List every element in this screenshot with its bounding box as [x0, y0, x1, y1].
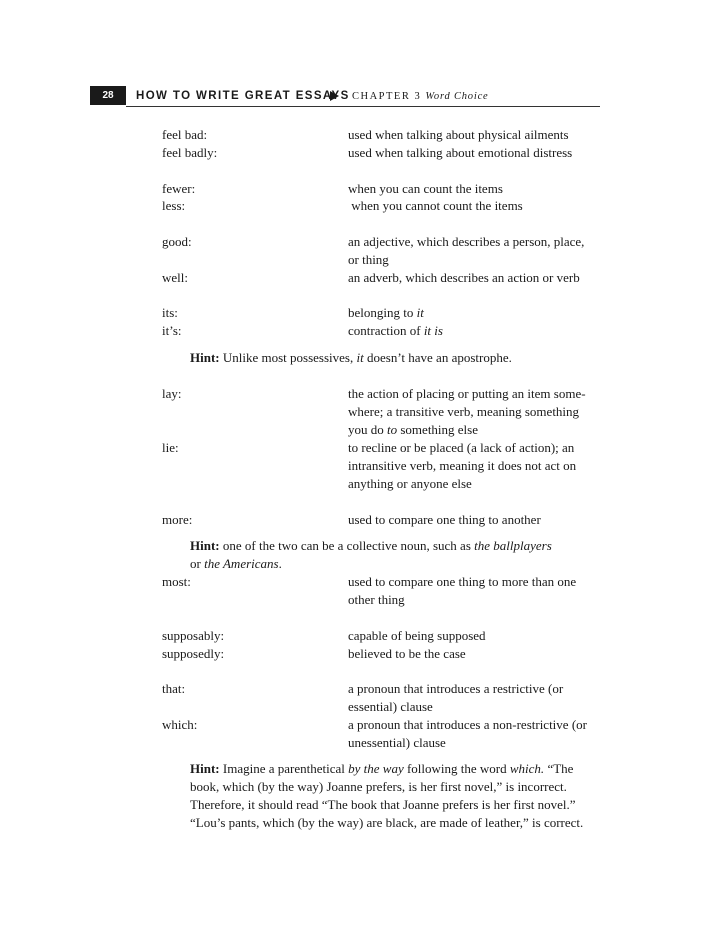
def-lie-line-1: to recline or be placed (a lack of action); an — [348, 440, 575, 455]
hint-which-line-3: Therefore, it should read “The book that Joanne prefers is her first novel.” — [190, 797, 576, 812]
book-title: HOW TO WRITE GREAT ESSAYS — [136, 90, 350, 102]
chapter-title: Word Choice — [425, 91, 489, 102]
page-number: 28 — [90, 86, 126, 105]
def-its: belonging to it — [348, 305, 424, 320]
def-good-line-1: an adjective, which describes a person, place, — [348, 234, 585, 249]
term-that: that: — [162, 681, 186, 696]
hint-which-line-4: “Lou’s pants, which (by the way) are black, are made of leather,” is correct. — [190, 815, 584, 830]
term-feel-badly: feel badly: — [162, 145, 218, 160]
def-lay-line-3: you do to something else — [348, 422, 479, 437]
def-lay-line-2: where; a transitive verb, meaning something — [348, 404, 580, 419]
hint-which-line-1: Hint: Imagine a parenthetical by the way following the word which. “The — [190, 761, 574, 776]
term-good: good: — [162, 234, 192, 249]
def-feel-bad: used when talking about physical ailments — [348, 127, 569, 142]
def-lie-line-2: intransitive verb, meaning it does not act on — [348, 458, 577, 473]
def-which-line-2: unessential) clause — [348, 735, 446, 750]
term-lie: lie: — [162, 440, 179, 455]
def-lie-line-3: anything or anyone else — [348, 476, 472, 491]
def-supposedly: believed to be the case — [348, 646, 466, 661]
term-well: well: — [162, 270, 188, 285]
def-that-line-2: essential) clause — [348, 699, 433, 714]
def-its-contraction: contraction of it is — [348, 323, 443, 338]
term-supposably: supposably: — [162, 628, 225, 643]
def-more: used to compare one thing to another — [348, 512, 541, 527]
def-most-line-1: used to compare one thing to more than one — [348, 574, 577, 589]
hint-its: Hint: Unlike most possessives, it doesn’t have an apostrophe. — [190, 350, 512, 365]
term-feel-bad: feel bad: — [162, 127, 208, 142]
def-most-line-2: other thing — [348, 592, 405, 607]
def-supposably: capable of being supposed — [348, 628, 486, 643]
header-rule — [126, 106, 600, 107]
term-less: less: — [162, 198, 186, 213]
term-its: its: — [162, 305, 178, 320]
hint-more-line-1: Hint: one of the two can be a collective noun, such as the ballplayers — [190, 538, 552, 553]
def-good-line-2: or thing — [348, 252, 389, 267]
def-lay-line-1: the action of placing or putting an item some- — [348, 386, 586, 401]
chapter-label: CHAPTER 3 — [352, 91, 422, 102]
term-fewer: fewer: — [162, 181, 196, 196]
term-lay: lay: — [162, 386, 182, 401]
def-less: when you cannot count the items — [348, 198, 523, 213]
term-its-contraction: it’s: — [162, 323, 182, 338]
term-more: more: — [162, 512, 193, 527]
term-supposedly: supposedly: — [162, 646, 225, 661]
chapter-heading — [352, 88, 489, 106]
def-feel-badly: used when talking about emotional distress — [348, 145, 573, 160]
hint-which-line-2: book, which (by the way) Joanne prefers, is her first novel,” is incorrect. — [190, 779, 567, 794]
def-fewer: when you can count the items — [348, 181, 503, 196]
hint-more-line-2: or the Americans. — [190, 556, 282, 571]
term-most: most: — [162, 574, 191, 589]
def-that-line-1: a pronoun that introduces a restrictive (or — [348, 681, 564, 696]
def-which-line-1: a pronoun that introduces a non-restrictive (or — [348, 717, 587, 732]
term-which: which: — [162, 717, 198, 732]
def-well: an adverb, which describes an action or verb — [348, 270, 580, 285]
arrow-right-icon — [330, 91, 339, 101]
